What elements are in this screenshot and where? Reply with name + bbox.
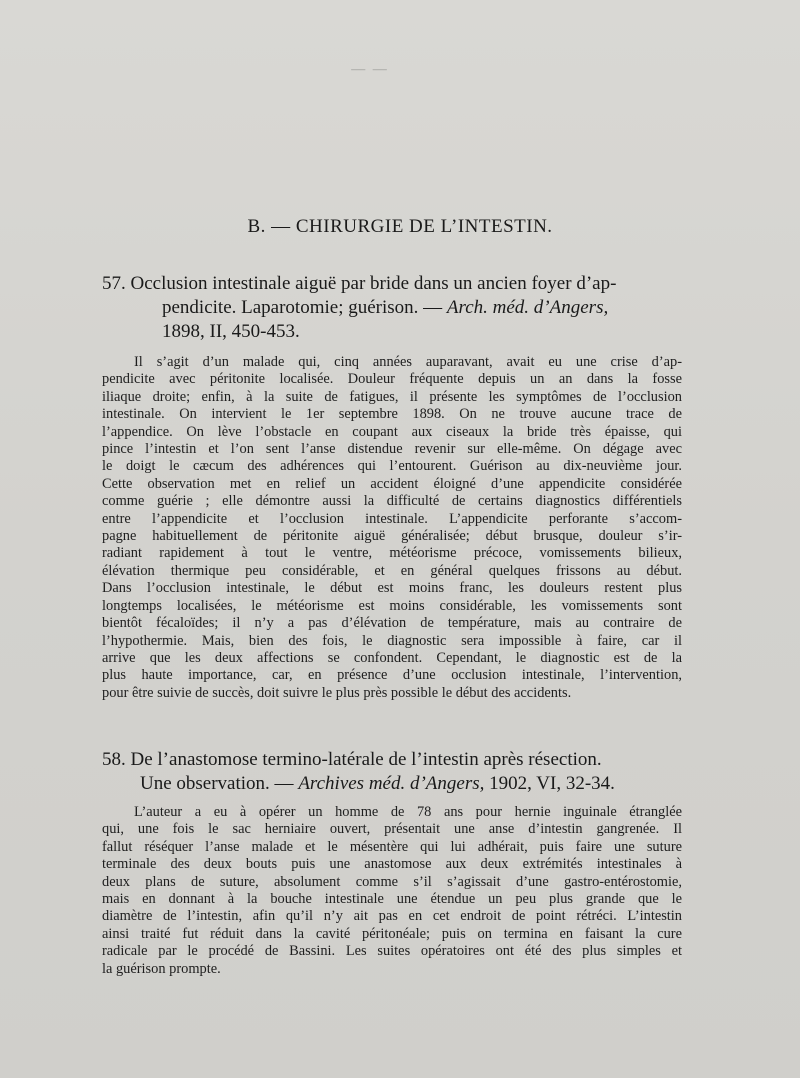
body-line: radiant rapidement à tout le ventre, météorisme précoce, vomissements bilieux, — [102, 545, 682, 562]
body-line: Cette observation met en relief un accident éloigné d’une appendicite considérée — [102, 475, 682, 492]
body-line: iliaque droite; enfin, à la suite de fatigues, il présente les symptômes de l’occlusion — [102, 388, 682, 405]
entry-58-body — [102, 804, 682, 978]
entry-57-body — [102, 354, 682, 702]
body-line: terminale des deux bouts puis une anastomose aux deux extrémités intestinales à — [102, 856, 682, 873]
body-line: deux plans de suture, absolument comme s’il s’agissait d’une gastro-entérostomie, — [102, 873, 682, 890]
body-line: comme guérie ; elle démontre aussi la difficulté de certains diagnostics différentiels — [102, 493, 682, 510]
body-line: longtemps localisées, le météorisme est moins considérable, les vomissements sont — [102, 597, 682, 614]
entry-57-title-line-1: 57. Occlusion intestinale aiguë par bride dans un ancien foyer d’ap- — [102, 273, 617, 294]
body-line: mais en donnant à la bouche intestinale une étendue un peu plus grande que le — [102, 891, 682, 908]
body-line: arrive que les deux affections se confondent. Cependant, le diagnostic est de la — [102, 649, 682, 666]
entry-57-title-line-2 — [102, 296, 692, 320]
entry-58-title-ref: 1902, VI, 32-34. — [484, 773, 615, 794]
body-line: pince l’intestin et l’on sent l’anse distendue revenir sur elle-même. On dégage avec — [102, 441, 682, 458]
body-line: L’auteur a eu à opérer un homme de 78 ans pour hernie inguinale étranglée — [134, 804, 682, 820]
body-line: ainsi traité fut réduit dans la cavité péritonéale; puis on termina en faisant la cure — [102, 925, 682, 942]
entry-57-title — [102, 272, 692, 344]
body-line: l’hypothermie. Mais, bien des fois, le diagnostic sera impossible à faire, car il — [102, 632, 682, 649]
body-line: le doigt le cæcum des adhérences qui l’entourent. Guérison au dix-neuvième jour. — [102, 458, 682, 475]
section-heading: B. — CHIRURGIE DE L’INTESTIN. — [247, 216, 553, 237]
entry-58-title-line-1: 58. De l’anastomose termino-latérale de l’intestin après résection. — [102, 749, 602, 770]
body-line: bientôt fécaloïdes; il n’y a pas d’élévation de température, mais au contraire de — [102, 615, 682, 632]
body-line: élévation thermique peu considérable, et en général quelques frissons au début. — [102, 562, 682, 579]
page-number: — — — [351, 62, 389, 77]
body-line: diamètre de l’intestin, afin qu’il n’y ait pas en cet endroit de point rétréci. L’intestin — [102, 908, 682, 925]
entry-57-source: Arch. méd. d’Angers, — [446, 297, 609, 318]
body-line: plus haute importance, car, en présence d’une occlusion intestinale, l’intervention, — [102, 667, 682, 684]
body-line: pendicite avec péritonite localisée. Douleur fréquente depuis un an dans la fosse — [102, 371, 682, 388]
entry-58-title-text: Une observation. — — [140, 773, 299, 794]
body-line: la guérison prompte. — [102, 960, 221, 977]
entry-57-title-line-3: 1898, II, 450-453. — [162, 321, 300, 342]
entry-58-source: Archives méd. d’Angers, — [298, 773, 485, 794]
body-line: entre l’appendicite et l’occlusion intestinale. L’appendicite perforante s’accom- — [102, 510, 682, 527]
entry-58-title-line-2 — [102, 772, 692, 796]
entry-57-title-text: pendicite. Laparotomie; guérison. — — [162, 297, 447, 318]
body-line: pour être suivie de succès, doit suivre le plus près possible le début des accidents. — [102, 684, 572, 701]
body-line: Dans l’occlusion intestinale, le début est moins franc, les douleurs restent plus — [102, 580, 682, 597]
body-line: radicale par le procédé de Bassini. Les suites opératoires ont été des plus simples et — [102, 943, 682, 960]
body-line: pagne habituellement de péritonite aiguë généralisée; début brusque, douleur s’ir- — [102, 528, 682, 545]
entry-58-title — [102, 748, 692, 796]
body-line: l’appendice. On lève l’obstacle en coupant aux ciseaux la bride très épaisse, qui — [102, 423, 682, 440]
body-line: qui, une fois le sac herniaire ouvert, présentait une anse d’intestin gangrenée. Il — [102, 821, 682, 838]
body-line: intestinale. On intervient le 1er septembre 1898. On ne trouve aucune trace de — [102, 406, 682, 423]
body-line: fallut réséquer l’anse malade et le mésentère qui lui adhérait, puis faire une suture — [102, 838, 682, 855]
body-line: Il s’agit d’un malade qui, cinq années auparavant, avait eu une crise d’ap- — [134, 354, 682, 370]
